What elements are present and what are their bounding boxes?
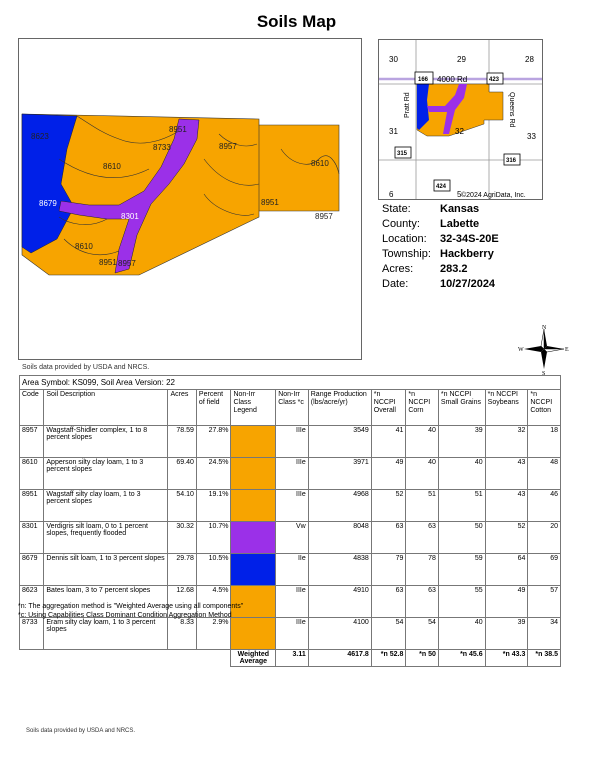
legend-swatch [231,522,276,554]
weighted-average-row: Weighted Average 3.11 4617.8 *n 52.8 *n 50 *n 45.6 *n 43.3 *n 38.5 [20,650,561,667]
table-row: 8301 Verdigris silt loam, 0 to 1 percent slopes, frequently flooded 30.32 10.7% Vw 8048 63 63 50 52 20 [20,522,561,554]
info-county: County: Labette [382,218,480,230]
legend-swatch [231,490,276,522]
map-label-8957: 8957 [219,142,237,151]
legend-swatch [231,426,276,458]
map-label-8623: 8623 [31,132,49,141]
compass-rose-icon [518,323,570,375]
compass-w: W [518,347,524,353]
info-date: Date: 10/27/2024 [382,278,496,290]
section-30: 30 [389,55,398,64]
shield-424: 424 [436,184,447,190]
map-label-8301: 8301 [121,212,139,221]
footnotes: *n: The aggregation method is "Weighted Average using all components" *c: Using Capabilities Class Dominant Condition Aggregation Method [18,603,244,619]
section-31: 31 [389,127,398,136]
compass-s: S [542,371,546,375]
table-row: 8733 Eram silty clay loam, 1 to 3 percent slopes 8.33 2.9% IIIe 4100 54 54 40 39 34 [20,618,561,650]
section-33: 33 [527,132,536,141]
location-map [378,39,543,200]
section-6: 6 [389,190,394,199]
table-row: 8610 Apperson silty clay loam, 1 to 3 percent slopes 69.40 24.5% IIIe 3971 49 40 40 43 48 [20,458,561,490]
info-township: Township: Hackberry [382,248,494,260]
road-4000: 4000 Rd [437,75,468,84]
shield-423: 423 [489,77,500,83]
map-label-8610: 8610 [103,162,121,171]
road-queens: Queens Rd [508,92,515,128]
map-label-8610-b: 8610 [75,242,93,251]
compass-e: E [565,347,569,353]
info-state: State: Kansas [382,203,480,215]
table-row: 8679 Dennis silt loam, 1 to 3 percent slopes 29.78 10.5% IIe 4838 79 78 59 64 69 [20,554,561,586]
road-pratt: Pratt Rd [404,92,411,118]
table-row: 8623 Bates loam, 3 to 7 percent slopes 12.68 4.5% IIIe 4910 63 63 55 49 57 [20,586,561,618]
compass-n: N [542,325,547,331]
soils-map [18,38,362,360]
location-info [382,202,499,292]
legend-swatch [231,554,276,586]
credit-bottom: Soils data provided by USDA and NRCS. [26,728,136,734]
area-symbol: Area Symbol: KS099, Soil Area Version: 22 [20,376,561,390]
map-label-8679: 8679 [39,199,57,208]
shield-316: 316 [506,158,517,164]
map-label-8951-c: 8951 [261,198,279,207]
shield-166: 166 [418,77,429,83]
credit-top: Soils data provided by USDA and NRCS. [22,364,150,371]
section-28: 28 [525,55,534,64]
shield-315: 315 [397,151,408,157]
table-row: 8951 Wagstaff silty clay loam, 1 to 3 percent slopes 54.10 19.1% IIIe 4968 52 51 51 43 46 [20,490,561,522]
legend-swatch [231,618,276,650]
info-acres: Acres: 283.2 [382,263,468,275]
map-label-8951-b: 8951 [99,258,117,267]
map-label-8951: 8951 [169,125,187,134]
map-label-8957-b: 8957 [118,259,136,268]
legend-swatch [231,458,276,490]
info-location: Location: 32-34S-20E [382,233,499,245]
section-32: 32 [455,127,464,136]
section-29: 29 [457,55,466,64]
map-label-8733: 8733 [153,143,171,152]
map-label-8610-c: 8610 [311,159,329,168]
map-label-8957-c: 8957 [315,212,333,221]
soils-table [19,375,561,667]
page-title: Soils Map [256,12,337,31]
section-5: 5 [457,190,462,199]
agridata-copyright: ©2024 AgriData, Inc. [461,192,526,199]
table-header: Code Soil Description Acres Percent of field Non-Irr Class Legend Non-Irr Class *c Range Production (lbs/acre/yr) *n NCCPI Overall *n NCCPI Corn *n NCCPI Small Grains *n NCCPI Soybeans *n NCCPI Cotton [20,390,561,426]
table-row: 8957 Wagstaff-Shidler complex, 1 to 8 percent slopes 78.59 27.8% IIIe 3549 41 40 39 32 18 [20,426,561,458]
